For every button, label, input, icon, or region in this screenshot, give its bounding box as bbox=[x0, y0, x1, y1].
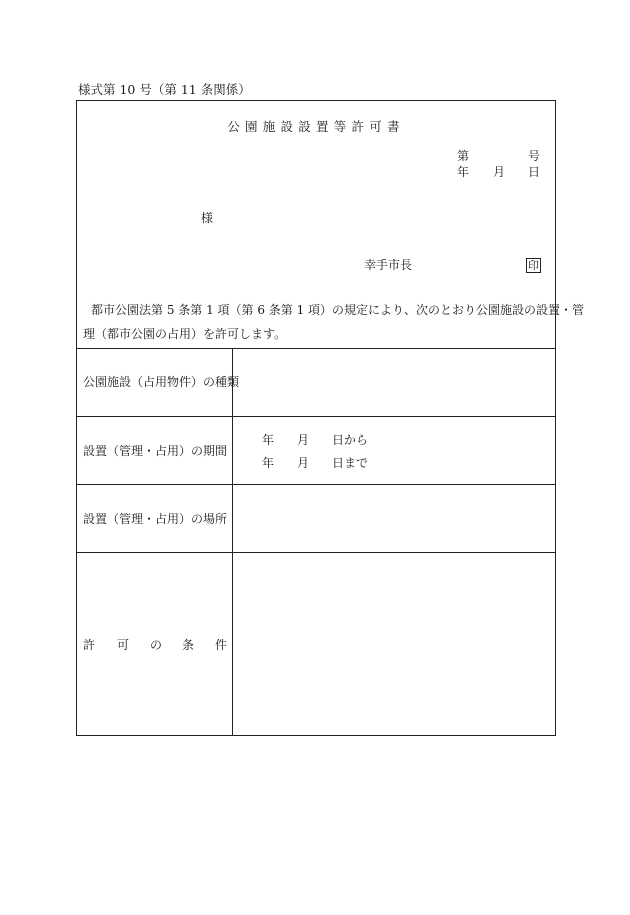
issuer-name: 幸手市長 bbox=[364, 258, 413, 272]
permit-form-frame bbox=[76, 100, 585, 736]
conditions-char-3: の bbox=[150, 638, 163, 652]
conditions-char-2: 可 bbox=[117, 638, 130, 652]
seal-mark: 印 bbox=[528, 259, 539, 272]
document-title: 公園施設設置等許可書 bbox=[227, 119, 405, 134]
body-text-line-1: 都市公園法第 5 条第 1 項（第 6 条第 1 項）の規定により、次のとおり公園施設の設置・管 bbox=[91, 303, 585, 317]
row-conditions-value[interactable] bbox=[233, 553, 555, 735]
row-place-label: 設置（管理・占用）の場所 bbox=[83, 512, 228, 526]
period-from-day: 日から bbox=[332, 433, 369, 447]
conditions-char-5: 件 bbox=[215, 638, 228, 652]
form-number-label: 様式第 10 号（第 11 条関係） bbox=[78, 82, 251, 97]
row-type-label: 公園施設（占用物件）の種類 bbox=[83, 375, 240, 389]
date-day: 日 bbox=[528, 165, 541, 179]
conditions-char-1: 許 bbox=[83, 638, 96, 652]
conditions-char-4: 条 bbox=[182, 638, 195, 652]
addressee-suffix: 様 bbox=[201, 211, 214, 225]
number-suffix: 号 bbox=[528, 149, 541, 163]
date-year: 年 bbox=[457, 165, 470, 179]
row-period-label: 設置（管理・占用）の期間 bbox=[83, 444, 228, 458]
date-month: 月 bbox=[493, 165, 506, 179]
body-text-line-2: 理（都市公園の占用）を許可します。 bbox=[83, 327, 287, 341]
period-to-month: 月 bbox=[297, 456, 310, 470]
period-to-year: 年 bbox=[262, 456, 275, 470]
period-from-month: 月 bbox=[297, 433, 310, 447]
period-from-year: 年 bbox=[262, 433, 275, 447]
period-to-day: 日まで bbox=[332, 456, 369, 470]
row-place-value[interactable] bbox=[233, 485, 555, 551]
row-type-value[interactable] bbox=[233, 349, 555, 415]
number-prefix: 第 bbox=[457, 149, 470, 163]
